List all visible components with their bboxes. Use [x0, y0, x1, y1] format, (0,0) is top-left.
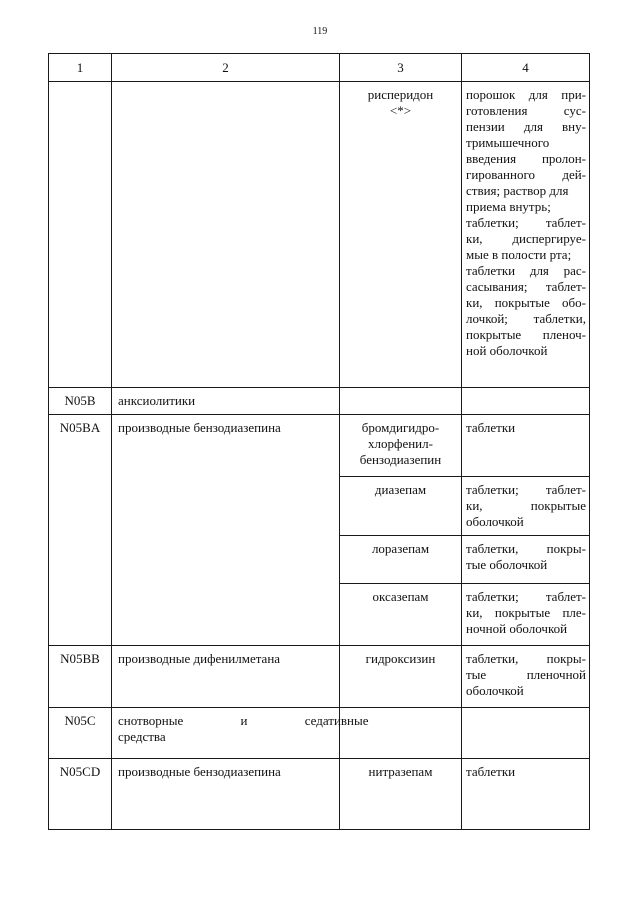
forms-word: пленоч- — [542, 327, 586, 342]
forms-line: тые оболочкой — [466, 557, 548, 572]
forms-word: для — [523, 119, 543, 134]
forms-word: сус- — [563, 103, 586, 118]
forms-line — [466, 541, 586, 557]
forms-word: дей- — [562, 167, 586, 182]
forms-word: для — [528, 87, 548, 102]
drug-name-cell — [340, 646, 462, 708]
drug-name-line: диазепам — [374, 482, 427, 497]
forms-line: оболочкой — [466, 683, 524, 698]
forms-line — [466, 482, 586, 498]
forms-line — [466, 103, 586, 119]
dosage-forms-cell — [462, 388, 590, 415]
forms-line: таблетки — [466, 764, 516, 779]
drug-name-line: бензодиазепин — [359, 452, 442, 467]
forms-word: таблетки, — [533, 311, 586, 326]
forms-word: ки, — [466, 498, 483, 513]
drug-name-line: лоразепам — [371, 541, 430, 556]
drug-name-line: хлорфенил- — [368, 436, 433, 451]
forms-word: таблетки — [466, 263, 516, 278]
group-name-cell: анксиолитики — [112, 388, 340, 415]
forms-word: таблетки, — [466, 651, 519, 666]
page-number: 119 — [312, 26, 328, 37]
forms-word: таблетки; — [466, 215, 519, 230]
forms-line — [466, 215, 586, 231]
forms-word: покрытые — [466, 327, 522, 342]
forms-word: покры- — [546, 651, 586, 666]
forms-line — [466, 151, 586, 167]
header-cell-2: 2 — [112, 54, 340, 82]
drug-name-cell — [340, 415, 462, 477]
forms-word: пензии — [466, 119, 505, 134]
forms-word: введения — [466, 151, 517, 166]
table-row — [49, 646, 590, 708]
forms-word: обо- — [562, 295, 586, 310]
header-cell-4: 4 — [462, 54, 590, 82]
forms-word: таблетки; — [466, 482, 519, 497]
forms-word: таблет- — [545, 215, 586, 230]
header-cell-3: 3 — [340, 54, 462, 82]
atc-code-cell: N05BB — [49, 646, 112, 708]
header-cell-1: 1 — [49, 54, 112, 82]
forms-line: оболочкой — [466, 514, 524, 529]
forms-word: пле- — [562, 605, 586, 620]
atc-code-cell: N05BA — [49, 415, 112, 646]
table-row — [49, 708, 590, 759]
forms-line — [466, 279, 586, 295]
forms-word: таблет- — [545, 482, 586, 497]
forms-word: покрытые — [494, 295, 550, 310]
forms-line — [466, 651, 586, 667]
forms-word: пленочной — [526, 667, 586, 682]
drug-name-line: нитразепам — [368, 764, 433, 779]
forms-word: таблет- — [545, 589, 586, 604]
drug-name-cell — [340, 536, 462, 584]
forms-word: гированного — [466, 167, 535, 182]
forms-word: тые — [466, 667, 487, 682]
forms-line — [466, 327, 586, 343]
forms-line: ночной оболочкой — [466, 621, 568, 636]
drug-name-line: гидроксизин — [365, 651, 436, 666]
forms-word: пролон- — [541, 151, 586, 166]
drug-name-cell — [340, 477, 462, 536]
forms-word: покрытые — [494, 605, 551, 620]
forms-word: при- — [561, 87, 586, 102]
forms-word: ки, — [466, 295, 483, 310]
table-row — [49, 759, 590, 830]
group-name-cell — [112, 82, 340, 388]
forms-line — [466, 589, 586, 605]
forms-word: сасывания; — [466, 279, 528, 294]
forms-line — [466, 498, 586, 514]
dosage-forms-cell — [462, 536, 590, 584]
atc-code-cell: N05CD — [49, 759, 112, 830]
forms-line — [466, 119, 586, 135]
dosage-forms-cell — [462, 759, 590, 830]
forms-word: лочкой; — [466, 311, 508, 326]
dosage-forms-cell — [462, 646, 590, 708]
header-row — [49, 54, 590, 82]
group-name-cell: производные бензодиазепина — [112, 415, 340, 646]
forms-line — [466, 605, 586, 621]
forms-word: таблетки; — [466, 589, 519, 604]
group-name-cell: производные дифенилметана — [112, 646, 340, 708]
drug-name-line: бромдигидро- — [361, 420, 440, 435]
forms-line: ной оболочкой — [466, 343, 548, 358]
drug-name-line: <*> — [389, 103, 412, 118]
drug-name-line: оксазепам — [372, 589, 429, 604]
group-name-cell: производные бензодиазепина — [112, 759, 340, 830]
group-name-line: средства — [118, 729, 166, 744]
dosage-forms-cell — [462, 708, 590, 759]
forms-word: ки, — [466, 605, 483, 620]
forms-word: покры- — [546, 541, 586, 556]
dosage-forms-cell — [462, 82, 590, 388]
forms-line: приема внутрь; — [466, 199, 551, 214]
drug-name-cell — [340, 759, 462, 830]
atc-code-cell — [49, 82, 112, 388]
forms-line: мые в полости рта; — [466, 247, 572, 262]
dosage-forms-cell — [462, 477, 590, 536]
forms-word: диспергируе- — [512, 231, 586, 246]
forms-word: покрытые — [530, 498, 586, 513]
dosage-forms-cell — [462, 415, 590, 477]
forms-line: тримышечного — [466, 135, 550, 150]
drug-name-cell — [340, 388, 462, 415]
drug-classification-table — [48, 53, 590, 830]
group-name-line: снотворные и седативные — [118, 713, 369, 728]
forms-word: рас- — [563, 263, 586, 278]
drug-name-cell — [340, 82, 462, 388]
forms-line: ствия; раствор для — [466, 183, 569, 198]
group-name-cell — [112, 708, 369, 759]
table-row — [49, 82, 590, 388]
forms-line — [466, 231, 586, 247]
forms-line: таблетки — [466, 420, 516, 435]
forms-word: таблет- — [545, 279, 586, 294]
forms-word: таблетки, — [466, 541, 519, 556]
table-row — [49, 415, 590, 477]
dosage-forms-cell — [462, 584, 590, 646]
drug-name-cell — [340, 584, 462, 646]
forms-line — [466, 311, 586, 327]
forms-word: ки, — [466, 231, 483, 246]
forms-line — [466, 295, 586, 311]
table-row — [49, 388, 590, 415]
atc-code-cell: N05B — [49, 388, 112, 415]
forms-word: порошок — [466, 87, 516, 102]
forms-line — [466, 263, 586, 279]
forms-line — [466, 667, 586, 683]
drug-name-line: рисперидон — [367, 87, 434, 102]
forms-word: вну- — [562, 119, 586, 134]
forms-line — [466, 167, 586, 183]
forms-word: готовления — [466, 103, 528, 118]
forms-line — [466, 87, 586, 103]
atc-code-cell: N05C — [49, 708, 112, 759]
forms-word: для — [529, 263, 549, 278]
